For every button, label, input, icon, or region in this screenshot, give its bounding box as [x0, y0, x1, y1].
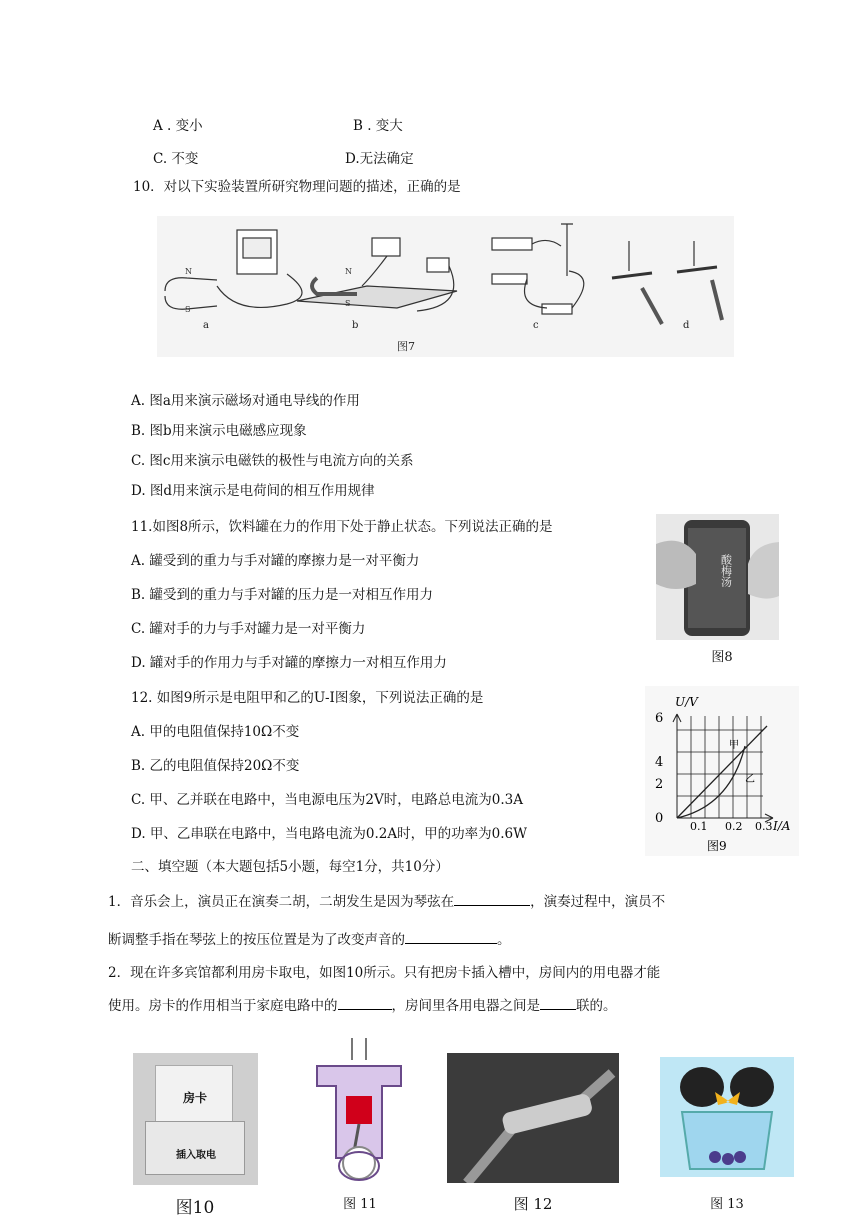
- q12-option-a: A. 甲的电阻值保持10Ω不变: [131, 724, 300, 740]
- fill-q1-line1: [108, 890, 665, 910]
- fill-q1-line2: [108, 928, 511, 948]
- q12-option-d: D. 甲、乙串联在电路中，当电路电流为0.2A时，甲的功率为0.6W: [131, 826, 527, 842]
- figure-7: [157, 216, 734, 357]
- q12-stem: 12. 如图9所示是电阻甲和乙的U-I图象，下列说法正确的是: [131, 690, 484, 706]
- fill-q1-text-c: 断调整手指在琴弦上的按压位置是为了改变声音的: [108, 932, 405, 948]
- q9-option-b: B . 变大: [353, 118, 403, 134]
- fill-q1-text-b: ，演奏过程中，演员不: [530, 894, 666, 910]
- figure-13: [660, 1057, 794, 1177]
- q9-option-a: A . 变小: [153, 118, 203, 134]
- fig13-caption: 图 13: [710, 1197, 744, 1212]
- fig12-caption: 图 12: [513, 1195, 553, 1213]
- fig10-caption: 图10: [175, 1198, 215, 1218]
- graph-ytick-4: 4: [655, 755, 664, 770]
- q11-option-a: A. 罐受到的重力与手对罐的摩擦力是一对平衡力: [131, 553, 420, 569]
- figure-11: [312, 1038, 406, 1188]
- section2-heading: 二、填空题（本大题包括5小题，每空1分，共10分）: [131, 859, 449, 875]
- fill-q1-text-a: 1．音乐会上，演员正在演奏二胡，二胡发生是因为琴弦在: [108, 894, 455, 910]
- fill-q2-text-a: 使用。房卡的作用相当于家庭电路中的: [108, 998, 338, 1014]
- q11-option-c: C. 罐对手的力与手对罐力是一对平衡力: [131, 621, 366, 637]
- engine-diagram: [312, 1038, 406, 1188]
- fill-q1-blank-2[interactable]: [405, 930, 497, 944]
- figure-10: [133, 1053, 258, 1185]
- svg-text:S: S: [345, 299, 351, 308]
- fill-q1-text-d: 。: [497, 932, 511, 948]
- fill-q1-blank-1[interactable]: [454, 892, 530, 906]
- fig7-caption: 图7: [397, 340, 415, 353]
- q9-option-c: C. 不变: [153, 151, 199, 167]
- q10-option-b: B. 图b用来演示电磁感应现象: [131, 423, 307, 439]
- fig7-label-d: d: [683, 320, 690, 331]
- svg-text:N: N: [345, 267, 352, 276]
- svg-text:N: N: [185, 267, 192, 276]
- fig7-label-b: b: [352, 320, 359, 331]
- graph-series-yi: 乙: [745, 774, 755, 785]
- figure-7-drawing: [157, 216, 734, 357]
- fig7-label-c: c: [533, 320, 539, 331]
- figure-8-drawing: [656, 514, 779, 640]
- q10-option-a: A. 图a用来演示磁场对通电导线的作用: [131, 393, 360, 409]
- q12-option-b: B. 乙的电阻值保持20Ω不变: [131, 758, 300, 774]
- q11-option-d: D. 罐对手的作用力与手对罐的摩擦力一对相互作用力: [131, 655, 447, 671]
- graph-ytick-6: 6: [655, 711, 664, 726]
- fill-q2-blank-1[interactable]: [338, 996, 392, 1010]
- figure-12: [447, 1053, 619, 1183]
- fill-q2-blank-2[interactable]: [540, 996, 576, 1010]
- graph-ytick-0: 0: [655, 811, 664, 826]
- fill-q2-text-c: 联的。: [576, 998, 617, 1014]
- graph-series-jia: 甲: [729, 740, 739, 751]
- fill-q2-text-b: ，房间里各用电器之间是: [391, 998, 540, 1014]
- graph-xlabel: I/A: [773, 819, 791, 833]
- q9-option-d: D.无法确定: [345, 151, 414, 167]
- q10-stem: 10．对以下实验装置所研究物理问题的描述，正确的是: [133, 179, 461, 195]
- figure-8: [656, 514, 779, 640]
- fill-q2-line2: [108, 994, 617, 1014]
- figure-9: [645, 686, 799, 856]
- q10-option-c: C. 图c用来演示电磁铁的极性与电流方向的关系: [131, 453, 414, 469]
- graph-xtick-02: 0.2: [725, 820, 743, 833]
- fig10-slot-label: 插入取电: [176, 1150, 216, 1161]
- q12-option-c: C. 甲、乙并联在电路中，当电源电压为2V时，电路总电流为0.3A: [131, 792, 523, 808]
- crow-cartoon: [660, 1057, 794, 1177]
- spacecraft-image: [447, 1053, 619, 1183]
- q11-stem: 11.如图8所示，饮料罐在力的作用下处于静止状态。下列说法正确的是: [131, 519, 553, 535]
- fig10-card-label: 房卡: [182, 1091, 207, 1105]
- fig11-caption: 图 11: [343, 1197, 377, 1212]
- ui-graph: [645, 686, 799, 856]
- fill-q2-line1: 2．现在许多宾馆都利用房卡取电，如图10所示。只有把房卡插入槽中，房间内的用电器才能: [108, 965, 661, 981]
- q11-option-b: B. 罐受到的重力与手对罐的压力是一对相互作用力: [131, 587, 434, 603]
- fig7-label-a: a: [203, 320, 209, 331]
- graph-ytick-2: 2: [655, 777, 664, 792]
- q10-option-d: D. 图d用来演示是电荷间的相互作用规律: [131, 483, 375, 499]
- graph-ylabel: U/V: [675, 695, 698, 709]
- graph-xtick-01: 0.1: [690, 820, 708, 833]
- graph-xtick-03: 0.3: [755, 820, 773, 833]
- svg-text:S: S: [185, 305, 191, 314]
- fig8-caption: 图8: [711, 650, 733, 665]
- can-label: 酸梅汤: [719, 554, 733, 587]
- fig9-caption: 图9: [707, 839, 727, 853]
